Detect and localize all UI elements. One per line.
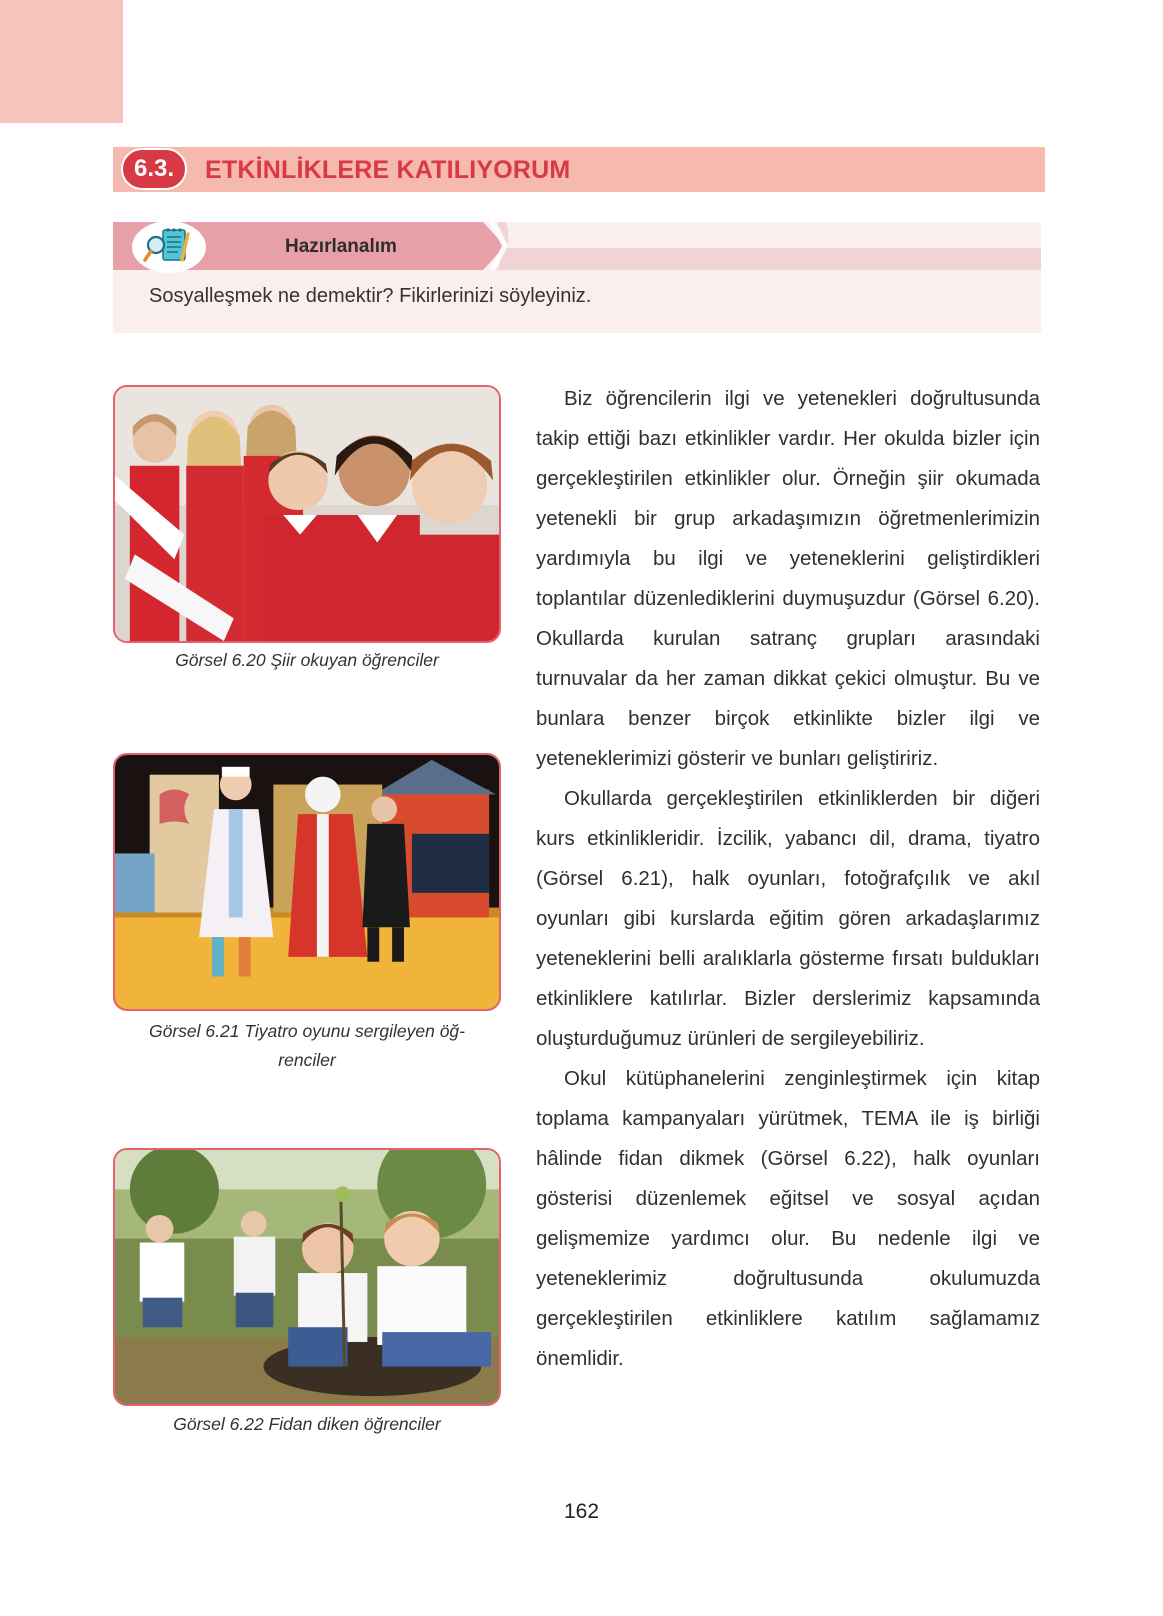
notebook-magnifier-icon: [130, 220, 208, 274]
prep-stripe: [500, 248, 1041, 270]
section-number-badge: 6.3.: [121, 148, 187, 190]
section-title: ETKİNLİKLERE KATILIYORUM: [205, 156, 571, 184]
caption-line: Görsel 6.21 Tiyatro oyunu sergileyen öğ-: [149, 1021, 465, 1041]
prep-label: Hazırlanalım: [285, 236, 397, 257]
figure-caption: [113, 1017, 501, 1075]
paragraph: Okullarda gerçekleştirilen etkinliklerden bir diğeri kurs etkinlikleridir. İzcilik, yabancı dil, drama, tiyatro (Görsel 6.21), halk oyunları, fotoğrafçılık ve akıl oyunları gibi kurslarda eğitim gören arkadaşlarımız yeteneklerini belli aralıklarla gösterme fırsatı buldukları etkinliklere katılırlar. Bizler derslerimiz kapsamında oluşturduğumuz ürünleri de sergileyebiliriz.: [536, 787, 1040, 1050]
paragraph: Okul kütüphanelerini zenginleştirmek için kitap toplama kampanyaları yürütmek, TEMA ile iş birliği hâlinde fidan dikmek (Görsel 6.22), halk oyunları gösterisi düzenlemek eğitsel ve sosyal açıdan gelişmemize yardımcı olur. Bu nedenle ilgi ve yeteneklerimiz doğrultusunda okulumuzda gerçekleştirilen etkinliklere katılım sağlamamız önemlidir.: [536, 1067, 1040, 1370]
body-text: [536, 379, 1040, 1379]
prep-question: Sosyalleşmek ne demektir? Fikirlerinizi söyleyiniz.: [149, 285, 592, 307]
page-number: 162: [563, 1500, 600, 1523]
planting-students-photo: [113, 1148, 501, 1406]
theatre-students-photo: [113, 753, 501, 1011]
paragraph: Biz öğrencilerin ilgi ve yetenekleri doğrultusunda takip ettiği bazı etkinlikler vardır. Her okulda bizler için gerçekleştirilen etkinlikler olur. Örneğin şiir okumada yetenekli bir grup arkadaşımızın öğretmenlerimizin yardımıyla bu ilgi ve yeteneklerini geliştirdikleri toplantılar düzenlediklerini duymuşuzdur (Görsel 6.20). Okullarda kurulan satranç grupları arasındaki turnuvalar da her zaman dikkat çekici olmuştur. Bu ve bunlara benzer birçok etkinlikte bizler ilgi ve yeteneklerimizi gösterir ve bunları geliştiririz.: [536, 387, 1040, 770]
figure-caption: Görsel 6.22 Fidan diken öğrenciler: [173, 1414, 441, 1434]
corner-color-block: [0, 0, 123, 123]
caption-line: renciler: [278, 1050, 336, 1070]
figure-caption: Görsel 6.20 Şiir okuyan öğrenciler: [175, 650, 439, 670]
choir-students-photo: [113, 385, 501, 643]
